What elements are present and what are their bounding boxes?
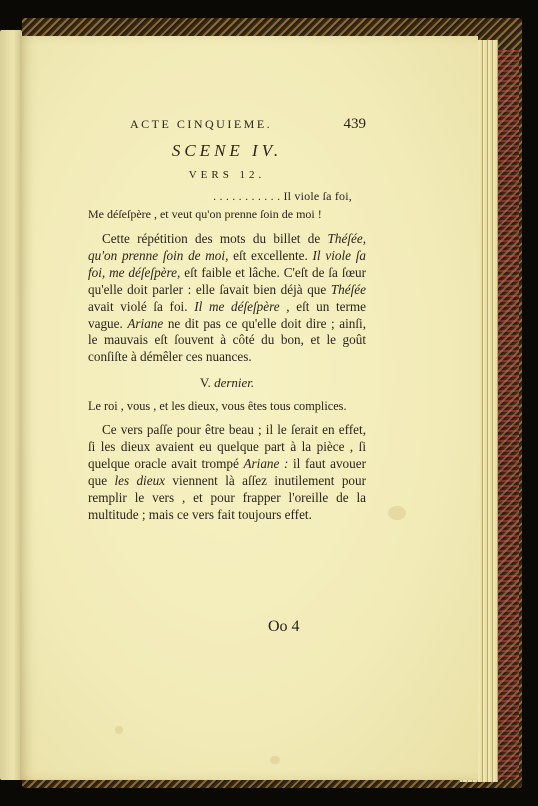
running-header xyxy=(88,116,366,133)
verse-reference: VERS 12. xyxy=(188,169,266,182)
italic-run: Il me déſeſpère xyxy=(194,298,280,314)
foxing-spot xyxy=(270,756,280,764)
italic-run: dernier. xyxy=(214,375,255,391)
quoted-verse-line-2: Me déſeſpère , et veut qu'on prenne ſoin de moi ! xyxy=(88,207,322,222)
italic-run: Ariane xyxy=(127,315,164,331)
page-text xyxy=(88,116,366,524)
page-number: 439 xyxy=(343,116,366,132)
text-run: , eſt un terme vague. xyxy=(88,298,366,331)
italic-run: Théſée xyxy=(330,281,366,297)
text-run: V. xyxy=(199,375,215,391)
quoted-verse-line-1: . . . . . . . . . . . Il viole ſa foi, xyxy=(213,188,352,203)
text-run: , eſt faible et lâche. C'eſt de ſa ſœur qu'elle doit parler : elle ſavait bien déjà que xyxy=(88,264,366,297)
catchword: Oo 4 xyxy=(268,618,300,635)
quoted-verse-line-3: Le roi , vous , et les dieux, vous êtes tous complices. xyxy=(88,398,347,413)
running-title: ACTE CINQUIEME. xyxy=(130,117,273,131)
text-run: il faut avouer que xyxy=(88,456,366,489)
scene-title: SCENE IV. xyxy=(171,140,283,160)
text-run: viennent là aſſez inutilement pour remplir le vers , et pour frapper l'oreille de la multitude ; mais ce vers fait toujours effet. xyxy=(88,473,366,522)
facing-page-edge xyxy=(0,30,22,780)
commentary-paragraph-2 xyxy=(88,422,366,523)
sub-reference xyxy=(88,375,366,392)
italic-run: Il viole ſa foi, me déſeſpère xyxy=(88,247,366,280)
text-run: Cette répétition des mots du billet de xyxy=(102,230,328,246)
foxing-spot xyxy=(388,506,406,520)
foxing-spot xyxy=(115,726,123,734)
italic-run: Ariane : xyxy=(243,456,289,472)
text-run: avait violé ſa foi. xyxy=(88,298,195,314)
italic-run: les dieux xyxy=(114,473,166,489)
text-run: Ce vers paſſe pour être beau ; il le ſerait en effet, ſi les dieux avaient eu quelque part à la pièce , ſi quelque oracle avait trompé xyxy=(88,422,366,472)
commentary-paragraph-1 xyxy=(88,231,366,366)
text-run: ne dit pas ce qu'elle doit dire ; ainſi, le mauvais eſt ſouvent à côté du bon, et le goût conſiſte à démêler ces nuances. xyxy=(88,315,366,365)
text-run: , eſt excellente. xyxy=(225,247,313,263)
italic-run: Théſée, qu'on prenne ſoin de moi xyxy=(88,230,366,263)
